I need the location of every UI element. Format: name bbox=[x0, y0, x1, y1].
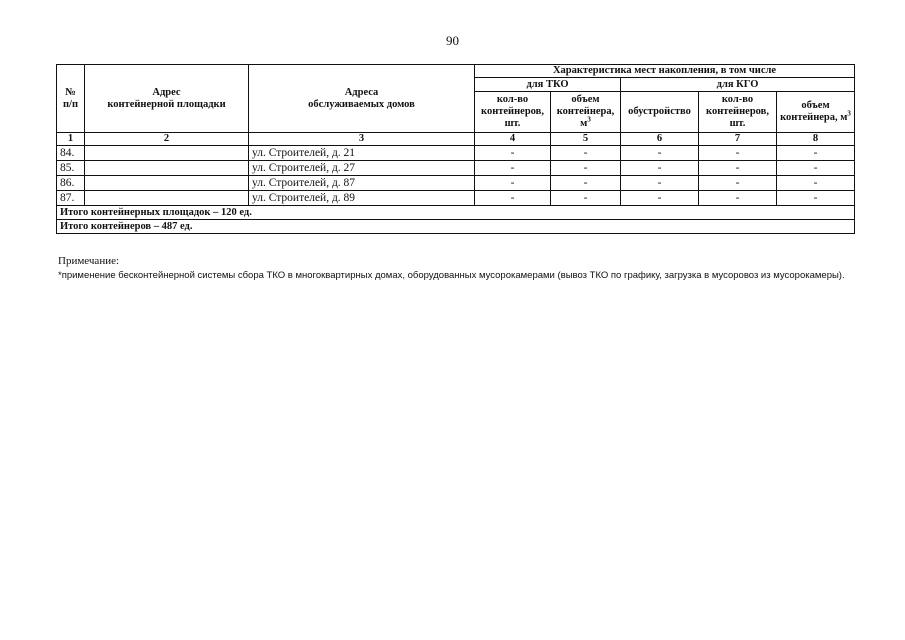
facility-cell: - bbox=[621, 191, 699, 206]
total-containers-row bbox=[57, 220, 855, 234]
container-sites-table bbox=[56, 64, 855, 234]
served-address-cell: ул. Строителей, д. 89 bbox=[249, 191, 475, 206]
tko-volume-cell: - bbox=[551, 176, 621, 191]
total-sites: Итого контейнерных площадок – 120 ед. bbox=[57, 206, 855, 220]
total-containers: Итого контейнеров – 487 ед. bbox=[57, 220, 855, 234]
row-number: 85. bbox=[57, 161, 85, 176]
header-served-addresses: Адреса обслуживаемых домов bbox=[249, 65, 475, 133]
row-number: 86. bbox=[57, 176, 85, 191]
column-number: 8 bbox=[777, 133, 855, 146]
container-address-cell bbox=[85, 146, 249, 161]
column-number: 5 bbox=[551, 133, 621, 146]
kgo-volume-cell: - bbox=[777, 176, 855, 191]
served-address-cell: ул. Строителей, д. 87 bbox=[249, 176, 475, 191]
served-address-cell: ул. Строителей, д. 21 bbox=[249, 146, 475, 161]
total-sites-row bbox=[57, 206, 855, 220]
row-number: 87. bbox=[57, 191, 85, 206]
header-tko-volume: объем контейнера, $м^3$ bbox=[551, 92, 621, 133]
tko-count-cell: - bbox=[475, 161, 551, 176]
facility-cell: - bbox=[621, 161, 699, 176]
header-tko: для ТКО bbox=[475, 78, 621, 92]
container-address-cell bbox=[85, 176, 249, 191]
kgo-volume-cell: - bbox=[777, 146, 855, 161]
tko-count-cell: - bbox=[475, 176, 551, 191]
column-number: 6 bbox=[621, 133, 699, 146]
kgo-volume-cell: - bbox=[777, 191, 855, 206]
tko-volume-cell: - bbox=[551, 146, 621, 161]
header-num: № п/п bbox=[57, 65, 85, 133]
tko-volume-cell: - bbox=[551, 161, 621, 176]
column-number: 2 bbox=[85, 133, 249, 146]
tko-count-cell: - bbox=[475, 146, 551, 161]
note-title: Примечание: bbox=[58, 255, 120, 267]
header-kgo-volume: объем контейнера, $м^3$ bbox=[777, 92, 855, 133]
table-row bbox=[57, 176, 855, 191]
container-address-cell bbox=[85, 161, 249, 176]
facility-cell: - bbox=[621, 146, 699, 161]
kgo-count-cell: - bbox=[699, 146, 777, 161]
page-number: 90 bbox=[446, 33, 459, 48]
facility-cell: - bbox=[621, 176, 699, 191]
header-tko-count: кол-во контейнеров, шт. bbox=[475, 92, 551, 133]
header-characteristics: Характеристика мест накопления, в том числе bbox=[475, 65, 855, 78]
kgo-volume-cell: - bbox=[777, 161, 855, 176]
note-block bbox=[58, 255, 854, 282]
header-container-address: Адрес контейнерной площадки bbox=[85, 65, 249, 133]
tko-volume-cell: - bbox=[551, 191, 621, 206]
header-kgo: для КГО bbox=[621, 78, 855, 92]
tko-count-cell: - bbox=[475, 191, 551, 206]
header-facility: обустройство bbox=[621, 92, 699, 133]
kgo-count-cell: - bbox=[699, 191, 777, 206]
served-address-cell: ул. Строителей, д. 27 bbox=[249, 161, 475, 176]
container-address-cell bbox=[85, 191, 249, 206]
table-row bbox=[57, 191, 855, 206]
header-kgo-count: кол-во контейнеров, шт. bbox=[699, 92, 777, 133]
table-row bbox=[57, 146, 855, 161]
column-number: 7 bbox=[699, 133, 777, 146]
kgo-count-cell: - bbox=[699, 161, 777, 176]
kgo-count-cell: - bbox=[699, 176, 777, 191]
note-text: *применение бесконтейнерной системы сбора ТКО в многоквартирных домах, оборудованных мусорокамерами (вывоз ТКО по графику, загрузка в мусоровоз из мусорокамеры). bbox=[58, 270, 845, 281]
column-number: 4 bbox=[475, 133, 551, 146]
column-number: 3 bbox=[249, 133, 475, 146]
column-number: 1 bbox=[57, 133, 85, 146]
table-row bbox=[57, 161, 855, 176]
row-number: 84. bbox=[57, 146, 85, 161]
